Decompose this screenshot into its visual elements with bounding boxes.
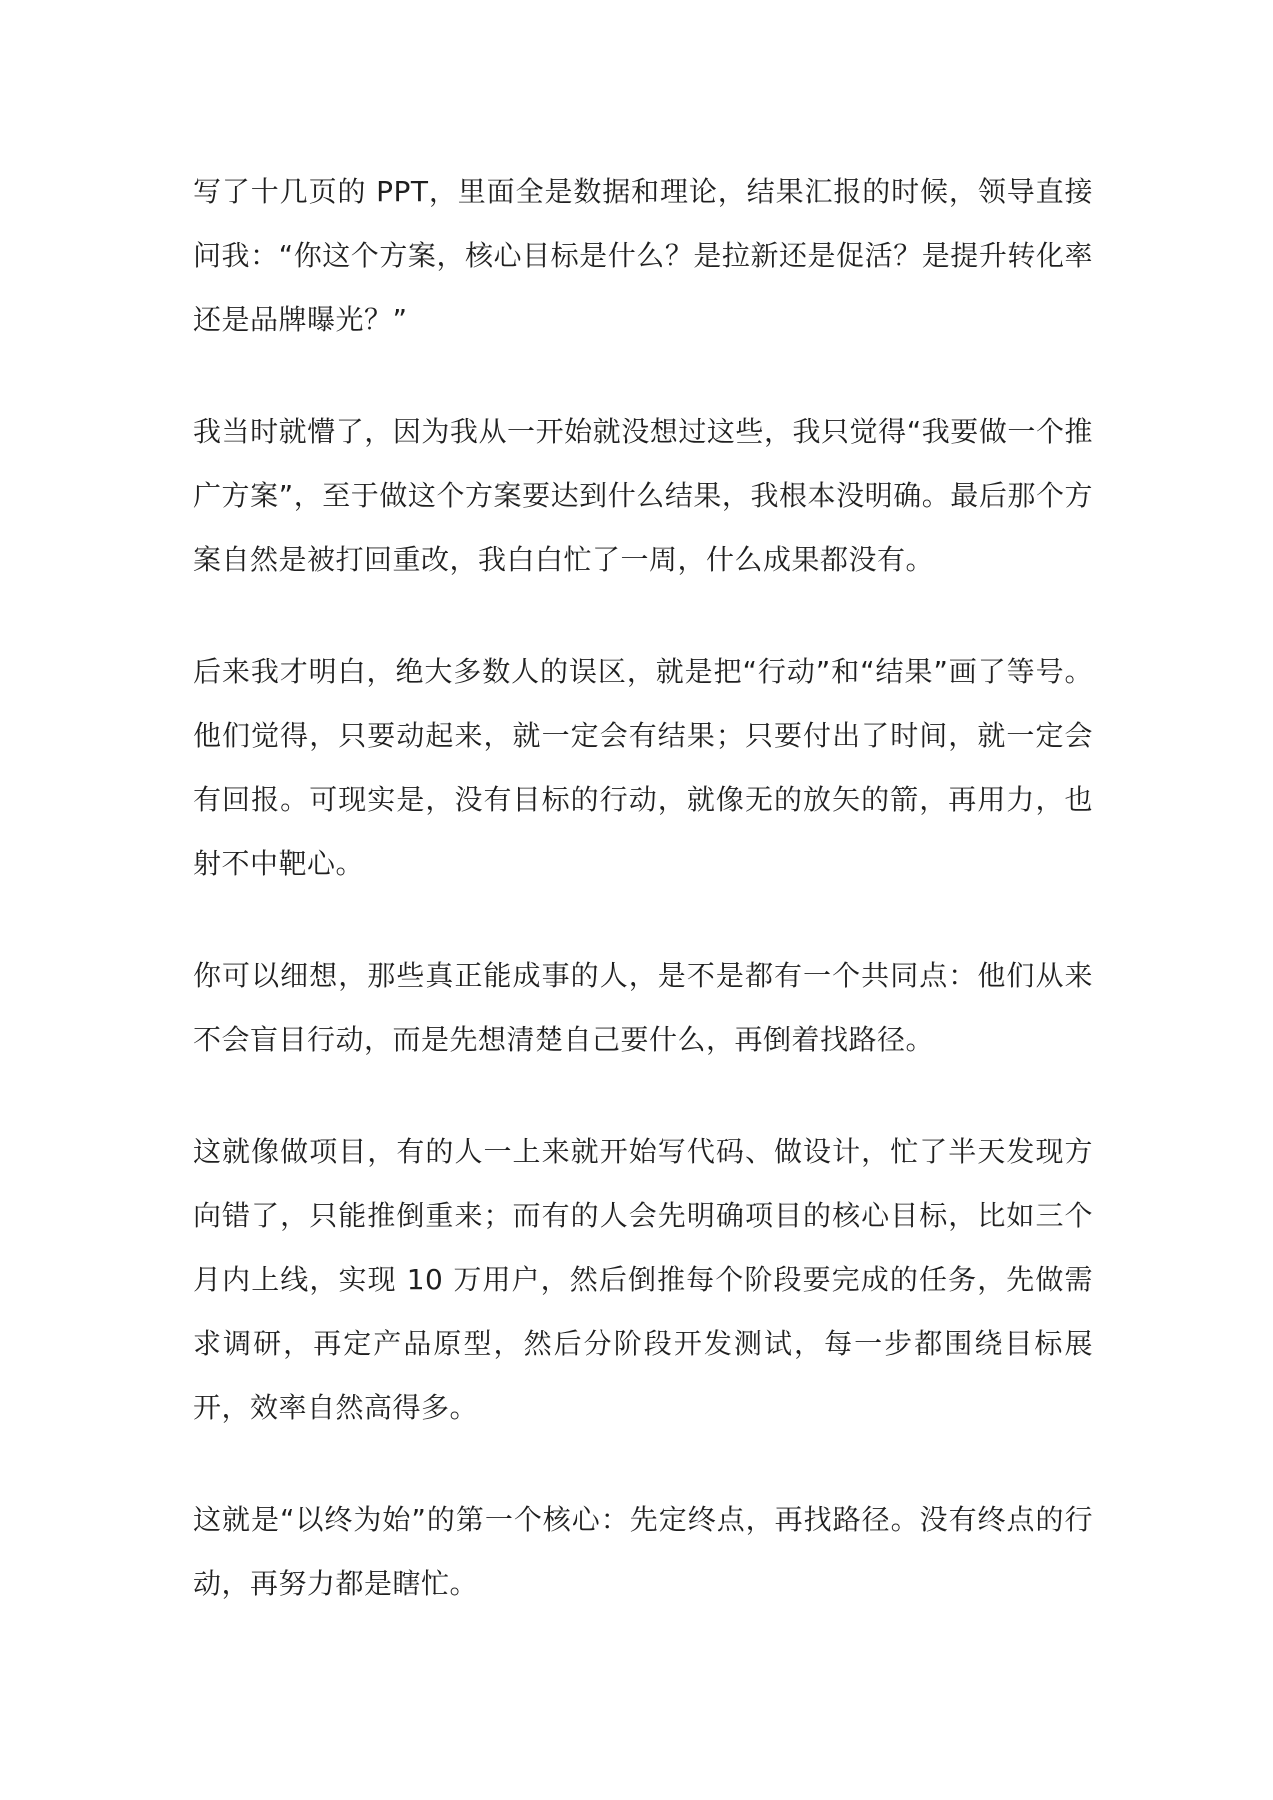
paragraph: 后来我才明白，绝大多数人的误区，就是把“行动”和“结果”画了等号。他们觉得，只要动起来，就一定会有结果；只要付出了时间，就一定会有回报。可现实是，没有目标的行动，就像无的放矢的箭，再用力，也射不中靶心。 — [193, 655, 1093, 880]
paragraph: 这就是“以终为始”的第一个核心：先定终点，再找路径。没有终点的行动，再努力都是瞎忙。 — [193, 1503, 1093, 1600]
paragraph: 我当时就懵了，因为我从一开始就没想过这些，我只觉得“我要做一个推广方案”，至于做这个方案要达到什么结果，我根本没明确。最后那个方案自然是被打回重改，我白白忙了一周，什么成果都没有。 — [193, 415, 1093, 576]
document-body — [193, 160, 1093, 1616]
paragraph: 这就像做项目，有的人一上来就开始写代码、做设计，忙了半天发现方向错了，只能推倒重来；而有的人会先明确项目的核心目标，比如三个月内上线，实现 10 万用户，然后倒推每个阶段要完成的任务，先做需求调研，再定产品原型，然后分阶段开发测试，每一步都围绕目标展开，效率自然高得多。 — [193, 1135, 1093, 1424]
paragraph: 你可以细想，那些真正能成事的人，是不是都有一个共同点：他们从来不会盲目行动，而是先想清楚自己要什么，再倒着找路径。 — [193, 959, 1093, 1056]
paragraph: 写了十几页的 PPT，里面全是数据和理论，结果汇报的时候，领导直接问我：“你这个方案，核心目标是什么？是拉新还是促活？是提升转化率还是品牌曝光？” — [193, 175, 1093, 336]
